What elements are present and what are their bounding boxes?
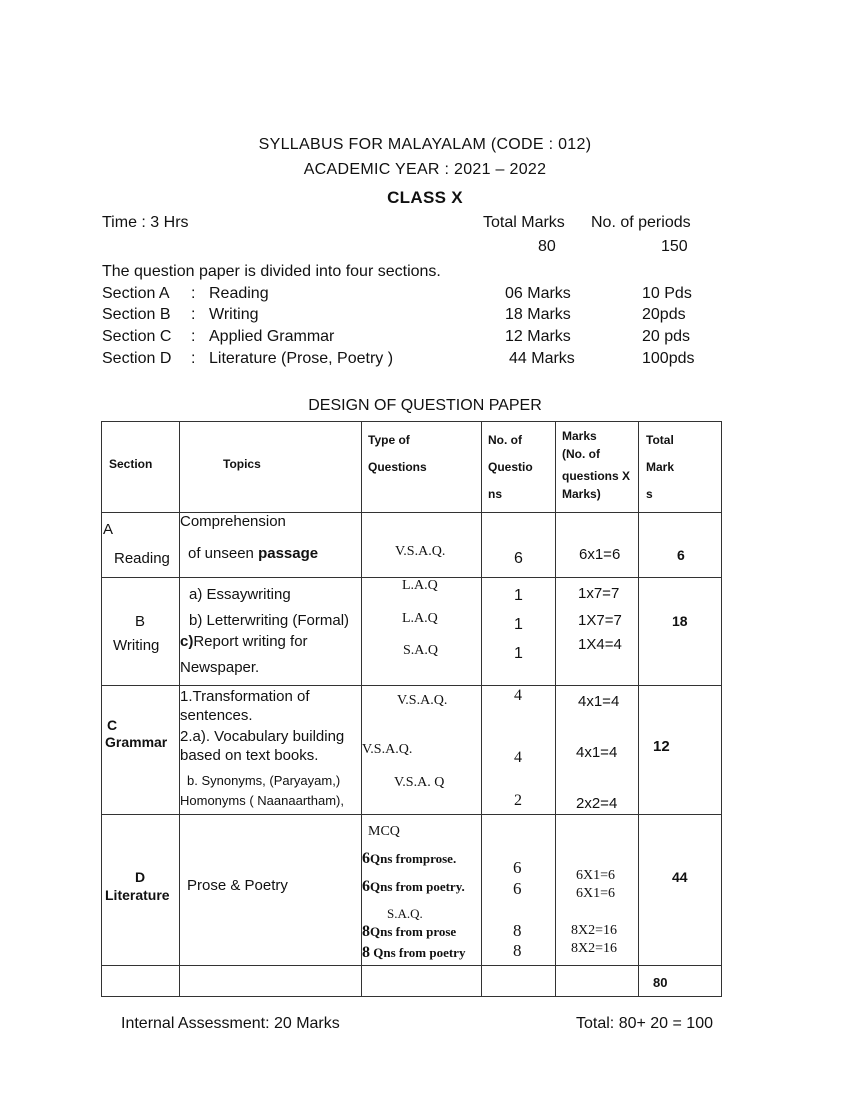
row-d-type-3n: 6 bbox=[362, 878, 370, 895]
row-b-topic-4: Newspaper. bbox=[180, 659, 260, 676]
section-name: Section C bbox=[102, 328, 172, 345]
row-c-topic-5: b. Synonyms, (Paryayam,) bbox=[187, 773, 341, 788]
row-d-name: Literature bbox=[105, 887, 170, 903]
section-colon: : bbox=[191, 306, 196, 323]
row-c-marks-1: 4x1=4 bbox=[578, 693, 620, 710]
design-title: DESIGN OF QUESTION PAPER bbox=[308, 397, 542, 414]
row-d-total: 44 bbox=[672, 869, 688, 885]
row-c-topic-1: 1.Transformation of bbox=[180, 688, 310, 705]
internal-assessment: Internal Assessment: 20 Marks bbox=[121, 1015, 340, 1032]
table-row-c bbox=[102, 686, 722, 815]
section-periods: 20pds bbox=[642, 306, 686, 323]
row-b-no-3: 1 bbox=[514, 645, 523, 662]
row-b-topic-2: b) Letterwriting (Formal) bbox=[189, 612, 350, 629]
section-periods: 20 pds bbox=[642, 328, 691, 345]
header-no-1: No. of bbox=[488, 433, 522, 447]
section-periods: 100pds bbox=[642, 350, 695, 367]
row-d-type-4: S.A.Q. bbox=[387, 906, 423, 921]
grand-total-footer: Total: 80+ 20 = 100 bbox=[576, 1015, 713, 1032]
design-table bbox=[101, 421, 722, 997]
row-d-marks-4: 8X2=16 bbox=[571, 941, 618, 956]
row-d-no-1: 6 bbox=[513, 858, 522, 877]
header-total-2: Mark bbox=[646, 460, 675, 474]
row-d-marks-2: 6X1=6 bbox=[576, 886, 616, 901]
row-d-no-4: 8 bbox=[513, 941, 522, 960]
intro-text: The question paper is divided into four sections. bbox=[102, 263, 441, 280]
section-topic: Applied Grammar bbox=[209, 328, 335, 345]
table-row-b bbox=[102, 578, 722, 686]
row-b-name: Writing bbox=[113, 637, 160, 654]
header-marks-4: Marks) bbox=[562, 487, 601, 501]
class-heading: CLASS X bbox=[387, 188, 463, 207]
section-topic: Reading bbox=[209, 285, 269, 302]
row-b-letter: B bbox=[135, 613, 146, 630]
table-header-row bbox=[102, 422, 722, 513]
row-d-type-1: MCQ bbox=[368, 824, 400, 839]
row-d-marks-3: 8X2=16 bbox=[571, 923, 618, 938]
header-no-2: Questio bbox=[488, 460, 533, 474]
row-c-topic-3: 2.a). Vocabulary building bbox=[180, 728, 345, 745]
row-a-name: Reading bbox=[114, 550, 170, 567]
row-c-no-2: 4 bbox=[514, 749, 522, 766]
section-marks: 12 Marks bbox=[505, 328, 571, 345]
row-a-type: V.S.A.Q. bbox=[395, 544, 446, 559]
row-b-type-2: L.A.Q bbox=[402, 611, 438, 626]
section-marks: 44 Marks bbox=[509, 350, 575, 367]
row-a-topic-2a: of unseen bbox=[188, 545, 259, 562]
row-b-marks-3: 1X4=4 bbox=[578, 636, 622, 653]
row-b-topic-3 bbox=[180, 633, 308, 650]
row-d-type-6-text: Qns from poetry bbox=[373, 945, 466, 960]
section-marks: 06 Marks bbox=[505, 285, 571, 302]
section-periods: 10 Pds bbox=[642, 285, 692, 302]
header-section: Section bbox=[109, 457, 153, 471]
row-c-marks-3: 2x2=4 bbox=[576, 795, 618, 812]
row-d-type-5-text: Qns from prose bbox=[370, 924, 457, 939]
row-d-no-2: 6 bbox=[513, 879, 522, 898]
row-c-type-2: V.S.A.Q. bbox=[362, 742, 413, 757]
row-d-topic: Prose & Poetry bbox=[187, 877, 288, 894]
header-no-3: ns bbox=[488, 487, 503, 501]
row-a-total: 6 bbox=[677, 547, 685, 563]
header-total-3: s bbox=[646, 487, 653, 501]
row-b-topic-1: a) Essaywriting bbox=[189, 586, 291, 603]
table-row-a bbox=[102, 513, 722, 578]
section-name: Section A bbox=[102, 285, 170, 302]
row-d-letter: D bbox=[135, 869, 146, 885]
table-row-d bbox=[102, 815, 722, 966]
row-b-no-1: 1 bbox=[514, 587, 523, 604]
row-b-total: 18 bbox=[672, 613, 688, 629]
row-b-type-1: L.A.Q bbox=[402, 578, 438, 593]
periods-value: 150 bbox=[661, 238, 688, 255]
row-a-marks: 6x1=6 bbox=[579, 546, 621, 563]
row-d-type-5 bbox=[362, 923, 456, 941]
row-c-topic-2: sentences. bbox=[180, 707, 253, 724]
section-colon: : bbox=[191, 285, 196, 302]
section-topic: Literature (Prose, Poetry ) bbox=[209, 350, 394, 367]
section-name: Section B bbox=[102, 306, 171, 323]
row-d-type-2-text: Qns fromprose. bbox=[370, 851, 457, 866]
row-c-topic-6: Homonyms ( Naanaartham), bbox=[180, 793, 344, 808]
section-colon: : bbox=[191, 328, 196, 345]
row-d-type-6n: 8 bbox=[362, 944, 370, 961]
row-d-type-2 bbox=[362, 850, 456, 868]
row-a-topic-2 bbox=[188, 545, 318, 562]
time-label: Time : 3 Hrs bbox=[102, 214, 189, 231]
header-marks-2: (No. of bbox=[562, 447, 600, 461]
row-c-topic-4: based on text books. bbox=[180, 747, 319, 764]
row-c-type-3: V.S.A. Q bbox=[394, 775, 445, 790]
row-a-topic-1: Comprehension bbox=[180, 513, 286, 530]
total-marks-value: 80 bbox=[538, 238, 556, 255]
row-c-no-1: 4 bbox=[514, 687, 522, 704]
row-d-type-2n: 6 bbox=[362, 850, 370, 867]
row-c-no-3: 2 bbox=[514, 792, 522, 809]
row-a-topic-2b: passage bbox=[258, 545, 319, 562]
row-c-total: 12 bbox=[653, 738, 670, 755]
section-marks: 18 Marks bbox=[505, 306, 571, 323]
row-b-no-2: 1 bbox=[514, 616, 523, 633]
row-d-marks-1: 6X1=6 bbox=[576, 868, 616, 883]
header-type-2: Questions bbox=[368, 460, 427, 474]
academic-year: ACADEMIC YEAR : 2021 – 2022 bbox=[303, 161, 547, 178]
row-d-type-3-text: Qns from poetry. bbox=[370, 879, 465, 894]
row-b-marks-2: 1X7=7 bbox=[578, 612, 622, 629]
periods-label: No. of periods bbox=[591, 214, 691, 231]
doc-title: SYLLABUS FOR MALAYALAM (CODE : 012) bbox=[258, 136, 592, 153]
row-d-type-5n: 8 bbox=[362, 923, 370, 940]
header-marks-3: questions X bbox=[562, 469, 631, 483]
section-topic: Writing bbox=[209, 306, 259, 323]
header-total-1: Total bbox=[646, 433, 674, 447]
row-c-letter: C bbox=[107, 717, 118, 733]
header-marks-1: Marks bbox=[562, 429, 597, 443]
total-marks-label: Total Marks bbox=[483, 214, 565, 231]
header-topics: Topics bbox=[223, 457, 261, 471]
grand-total: 80 bbox=[653, 975, 668, 990]
table-total-row bbox=[102, 966, 722, 997]
row-c-name: Grammar bbox=[105, 734, 168, 750]
section-name: Section D bbox=[102, 350, 172, 367]
row-d-no-3: 8 bbox=[513, 921, 522, 940]
row-d-type-6 bbox=[362, 944, 465, 962]
row-a-no: 6 bbox=[514, 550, 523, 567]
row-a-letter: A bbox=[103, 521, 114, 538]
row-b-marks-1: 1x7=7 bbox=[578, 585, 620, 602]
row-d-type-3 bbox=[362, 878, 465, 896]
section-colon: : bbox=[191, 350, 196, 367]
header-type-1: Type of bbox=[368, 433, 410, 447]
row-b-topic-3b: Report writing for bbox=[193, 633, 308, 650]
row-c-marks-2: 4x1=4 bbox=[576, 744, 618, 761]
row-c-type-1: V.S.A.Q. bbox=[397, 693, 448, 708]
row-b-type-3: S.A.Q bbox=[403, 643, 439, 658]
row-b-topic-3a: c) bbox=[180, 633, 194, 650]
